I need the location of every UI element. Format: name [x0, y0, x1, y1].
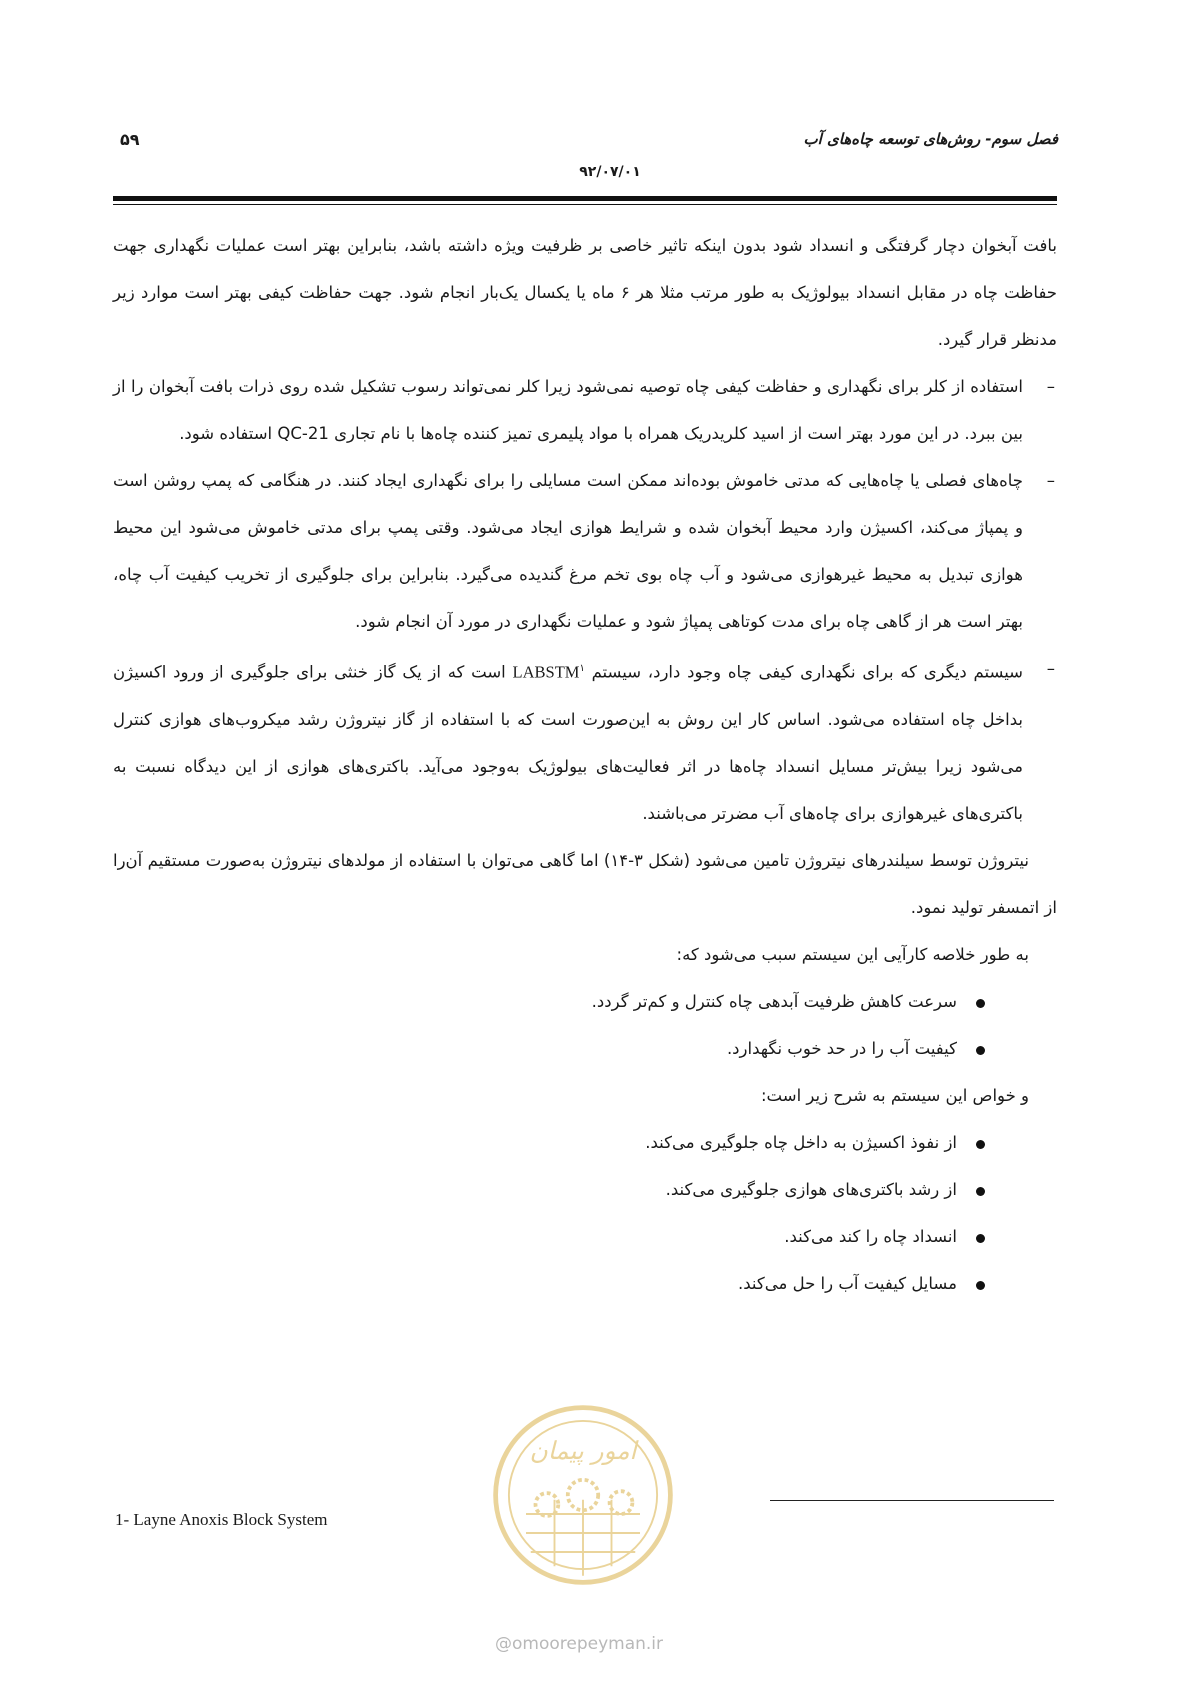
bullet-dot	[976, 1281, 985, 1290]
list-item	[113, 1119, 985, 1166]
dash-bullet: –	[1046, 659, 1055, 678]
chapter-title: فصل سوم- روش‌های توسعه چاه‌های آب	[803, 130, 1058, 148]
list-item	[113, 978, 985, 1025]
page-number: ۵۹	[120, 130, 140, 149]
bullet-dot	[976, 1046, 985, 1055]
list-item	[113, 1213, 985, 1260]
list-item	[113, 1260, 985, 1307]
nitrogen-paragraph: نیتروژن توسط سیلندرهای نیتروژن تامین می‌شود (شکل ۳-۱۴) اما گاهی می‌توان با استفاده از مولدهای نیتروژن به‌صورت مستقیم آن‌را از اتمسفر تولید نمود.	[113, 850, 1057, 917]
list-item	[113, 1166, 985, 1213]
list-item-text: از نفوذ اکسیژن به داخل چاه جلوگیری می‌کند.	[645, 1132, 957, 1152]
body-text	[113, 222, 1057, 1307]
watermark-logo-text: امور پیمان	[529, 1435, 637, 1465]
dash-item-text: چاه‌های فصلی یا چاه‌هایی که مدتی خاموش بوده‌اند ممکن است مسایلی را برای نگهداری ایجاد کنند. در هنگامی که پمپ روشن است و پمپاژ می‌کند، اکسیژن وارد محیط آبخوان شده و شرایط هوازی ایجاد می‌شود. وقتی پمپ برای مدتی خاموش می‌شود این محیط هوازی تبدیل به محیط غیرهوازی می‌شود و آب چاه بوی تخم مرغ گندیده می‌گیرد. بنابراین برای جلوگیری از تخریب کیفیت آب چاه، بهتر است هر از گاهی چاه برای مدت کوتاهی پمپاژ شود و عملیات نگهداری در مورد آن انجام شود.	[113, 471, 1023, 631]
footnote-rule	[770, 1500, 1054, 1501]
intro-paragraph: بافت آبخوان دچار گرفتگی و انسداد شود بدون اینکه تاثیر خاصی بر ظرفیت ویژه داشته باشد، بنابراین بهتر است عملیات نگهداری جهت حفاظت چاه در مقابل انسداد بیولوژیک به طور مرتب مثلا هر ۶ ماه یا یکسال یک‌بار انجام شود. جهت حفاظت کیفی بهتر است موارد زیر مدنظر قرار گیرد.	[113, 236, 1057, 349]
bullet-dot	[976, 1234, 985, 1243]
properties-list	[113, 1119, 1057, 1307]
header-rule-thick	[113, 196, 1057, 201]
dash-item-seasonal-wells	[113, 457, 1057, 645]
list-item-text: انسداد چاه را کند می‌کند.	[784, 1226, 957, 1246]
labstm-term: LABSTM	[512, 662, 580, 682]
list-item	[113, 1025, 985, 1072]
bullet-dot	[976, 999, 985, 1008]
revision-date: ۹۲/۰۷/۰۱	[579, 164, 641, 180]
footnote-marker: ۱	[579, 663, 585, 674]
watermark-site: @omoorepeyman.ir	[495, 1634, 664, 1654]
dash-item-chlorine	[113, 363, 1057, 457]
dash-item-labstm	[113, 645, 1057, 837]
watermark-logo	[488, 1400, 678, 1590]
dash-item-text-start: سیستم دیگری که برای نگهداری کیفی چاه وجود دارد، سیستم	[584, 662, 1024, 682]
list-item-text: از رشد باکتری‌های هوازی جلوگیری می‌کند.	[665, 1179, 957, 1199]
summary-list	[113, 978, 1057, 1072]
dash-bullet: –	[1046, 377, 1055, 396]
dash-item-text: استفاده از کلر برای نگهداری و حفاظت کیفی چاه توصیه نمی‌شود زیرا کلر نمی‌تواند رسوب تشکیل شده روی ذرات بافت آبخوان را از بین ببرد. در این مورد بهتر است از اسید کلریدریک همراه با مواد پلیمری تمیز کننده چاه‌ها با نام تجاری QC-21 استفاده شود.	[113, 377, 1023, 443]
properties-lead: و خواص این سیستم به شرح زیر است:	[760, 1085, 1029, 1105]
footnote: 1- Layne Anoxis Block System	[115, 1510, 328, 1529]
bullet-dot	[976, 1140, 985, 1149]
dash-bullet: –	[1046, 471, 1055, 490]
summary-lead: به طور خلاصه کارآیی این سیستم سبب می‌شود که:	[676, 944, 1029, 964]
list-item-text: سرعت کاهش ظرفیت آبدهی چاه کنترل و کم‌تر گردد.	[591, 991, 957, 1011]
bullet-dot	[976, 1187, 985, 1196]
list-item-text: مسایل کیفیت آب را حل می‌کند.	[738, 1273, 957, 1293]
header-rule-thin	[113, 204, 1057, 205]
dash-item-text-end: است که از یک گاز خنثی برای جلوگیری از ورود اکسیژن بداخل چاه استفاده می‌شود. اساس کار این روش به این‌صورت است که با استفاده از گاز نیتروژن رشد میکروب‌های هوازی کنترل می‌شود زیرا بیش‌تر مسایل انسداد چاه‌ها در اثر فعالیت‌های بیولوژیک به‌وجود می‌آید. باکتری‌های هوازی از این دیدگاه نسبت به باکتری‌های غیرهوازی برای چاه‌های آب مضرتر می‌باشند.	[113, 662, 1023, 823]
list-item-text: کیفیت آب را در حد خوب نگهدارد.	[726, 1038, 957, 1058]
